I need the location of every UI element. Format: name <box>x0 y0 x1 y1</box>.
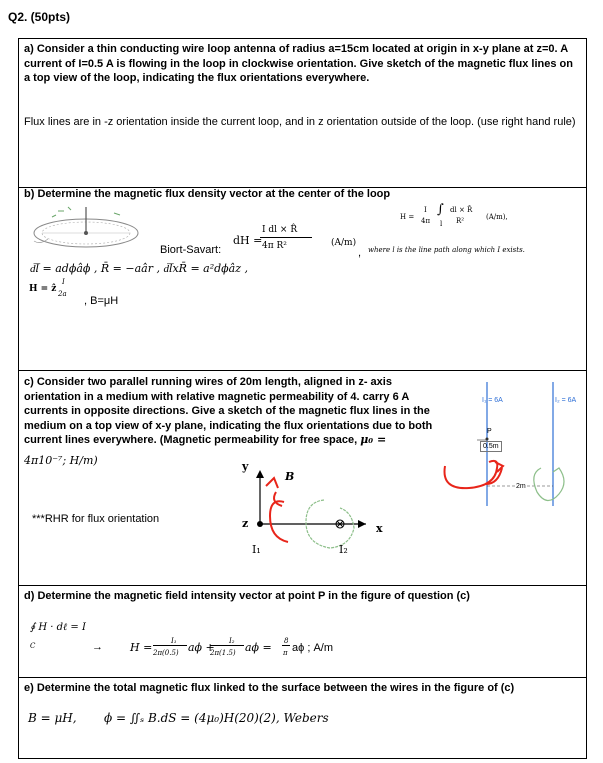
row-divider-d <box>18 585 587 586</box>
ref-integral: ∫ <box>437 202 444 217</box>
H-at-P-lhs: H = <box>130 641 153 654</box>
ref-frac1-num: I <box>424 206 427 214</box>
term2-den: 2π(1.5) <box>210 649 236 657</box>
ref-frac2-num: dl × R̂ <box>450 206 473 214</box>
part-b-question: b) Determine the magnetic flux density vector at the center of the loop <box>24 188 391 200</box>
H-center-den: 2a <box>58 290 67 298</box>
fig-I1-label: I₁ = 6A <box>482 397 503 404</box>
ref-frac1-den: 4π <box>421 217 431 225</box>
ref-units: (A/m), <box>486 213 508 221</box>
term1-unit: aϕ + <box>188 641 215 654</box>
ref-note: where l is the line path along which I exists. <box>368 246 525 254</box>
rhr-axis-z: z <box>242 517 249 530</box>
rhr-label-I2: I₂ <box>339 543 348 556</box>
fig-point-P: P <box>487 428 492 435</box>
part-d-question: d) Determine the magnetic field intensity vector at point P in the figure of question (c) <box>24 590 470 602</box>
vector-definitions: d͞l = adϕâϕ , R̄ = −aâr , d͞lxR̄ = a²dϕâz , <box>30 262 249 275</box>
term3-unit: aϕ ; A/m <box>292 642 334 654</box>
fig-0.5m: 0.5m <box>480 441 502 452</box>
ref-eq-lhs: H = <box>400 213 415 221</box>
part-a-answer: Flux lines are in -z orientation inside the current loop, and in z orientation outside of the loop. (use right hand rule) <box>24 116 576 128</box>
part-e-question: e) Determine the total magnetic flux linked to the surface between the wires in the figure of (c) <box>24 682 515 694</box>
fig-2m: 2m <box>516 480 526 495</box>
term2-unit: aϕ = <box>245 641 272 654</box>
amperes-law: ∮ H · dℓ = I <box>30 622 86 633</box>
dH-lhs: dH = <box>233 234 263 247</box>
ref-frac2-den: R² <box>456 217 465 225</box>
contour-subscript: C <box>30 642 36 650</box>
rhr-label-I1: I₁ <box>252 543 261 556</box>
fig-I2-label: I₂ = 6A <box>555 397 577 404</box>
B-equals-muH: , B=μH <box>84 295 119 307</box>
term1-num: I₁ <box>171 637 177 645</box>
part-a-question: a) Consider a thin conducting wire loop antenna of radius a=15cm located at origin in x-y plane at z=0. A current of I=0.5 A is flowing in the loop in clockwise orientation. Give sketch of the magnetic flux lines on a top view of the loop, indicating the flux orientations everywhere. <box>24 43 573 84</box>
total-flux-equation: ϕ = ∬ₛ B.dS = (4μ₀)H(20)(2), Webers <box>104 711 329 725</box>
rhr-note: ***RHR for flux orientation <box>32 513 160 525</box>
implies-arrow: → <box>92 641 103 653</box>
dH-frac-den: 4π R² <box>262 241 287 251</box>
part-c-question: c) Consider two parallel running wires of 20m length, aligned in z- axis orientation in a medium with relative magnetic permeability of 4. carry 6 A currents in opposite directions. Give a sketch of the magnetic flux lines in the medium on a top view of x-y plane, indicating the flux orientations due to both current lines everywhere. (Magnetic permeability for free space, μ₀ = <box>24 376 433 446</box>
term1-den: 2π(0.5) <box>153 649 179 657</box>
loop-antenna-figure <box>28 203 148 255</box>
H-center-num: I <box>62 278 65 286</box>
biot-savart-label: Biort-Savart: <box>160 244 222 256</box>
rhr-axis-y: y <box>242 460 249 473</box>
B-equals-muH-e: B = μH, <box>28 711 77 725</box>
mu0-value: 4π10⁻⁷; H/m) <box>24 454 98 467</box>
dH-frac-bar <box>260 237 312 238</box>
rhr-axis-x: x <box>376 522 383 535</box>
row-divider-c <box>18 370 587 371</box>
row-divider-e <box>18 677 587 678</box>
term2-num: I₂ <box>229 637 235 645</box>
question-title: Q2. (50pts) <box>8 10 71 24</box>
ref-integral-sub: l <box>440 220 443 228</box>
term3-den: π <box>283 649 288 657</box>
rhr-field-B: B <box>285 470 295 483</box>
term3-num: 8 <box>284 637 289 645</box>
dH-frac-num: I dl × R̂ <box>262 225 298 235</box>
dH-units: (A/m) <box>331 238 357 248</box>
dH-comma: , <box>358 247 362 259</box>
H-center-lhs: H = ẑ <box>29 284 57 294</box>
